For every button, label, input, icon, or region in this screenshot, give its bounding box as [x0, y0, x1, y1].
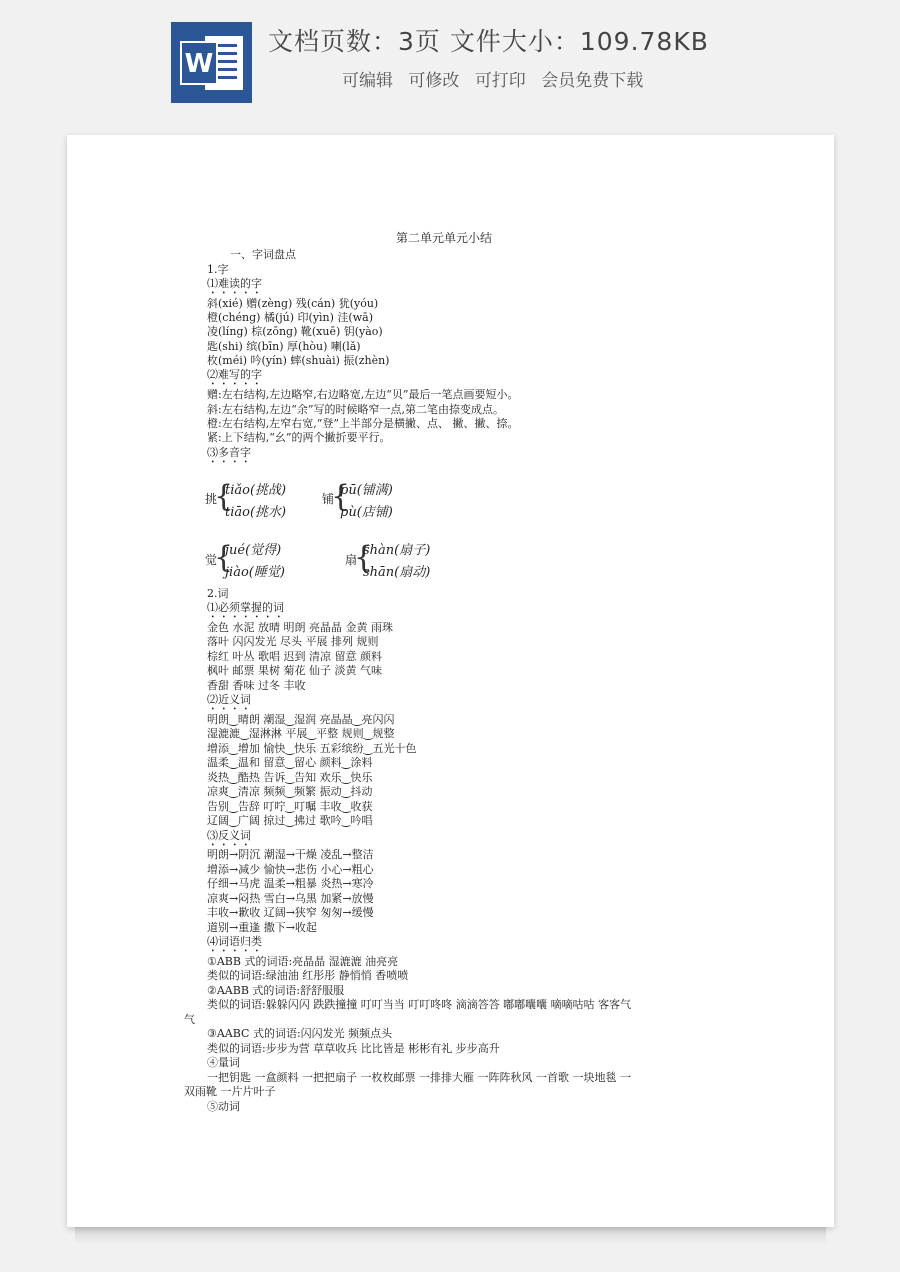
feature-list — [342, 66, 653, 91]
hard-write-line: 紧:上下结构,“幺”的两个撇折要平行。 — [207, 431, 391, 444]
polyphone-reading: pū(铺满) — [340, 483, 393, 498]
synonym-line: 告别‿告辞 叮咛‿叮嘱 丰收‿收获 — [207, 800, 373, 813]
heading-antonyms: ⑶反义词 — [207, 829, 251, 842]
classification-line: 一把钥匙 一盒颜料 一把把扇子 一枚枚邮票 一排排大雁 一阵阵秋风 一首歌 一块地毯 一 — [207, 1071, 631, 1084]
polyphone-reading: pù(店铺) — [340, 505, 393, 520]
hard-write-line: 橙:左右结构,左窄右宽,“登”上半部分是横撇、点、 撇、撇、捺。 — [207, 417, 519, 430]
must-learn-line: 落叶 闪闪发光 尽头 平展 排列 规则 — [207, 635, 379, 648]
synonym-line: 增添‿增加 愉快‿快乐 五彩缤纷‿五光十色 — [207, 742, 417, 755]
feature-modifiable: 可修改 — [408, 71, 460, 91]
heading-word-classification: ⑷词语归类 — [207, 935, 262, 948]
polyphone-char: 觉 — [205, 553, 218, 567]
classification-line: ④量词 — [207, 1056, 240, 1069]
classification-line: ③AABC 式的词语:闪闪发光 频频点头 — [207, 1027, 393, 1040]
polyphone-reading: jiào(睡觉) — [225, 565, 285, 580]
hard-read-line: 凌(líng) 棕(zōng) 靴(xuē) 钥(yào) — [207, 325, 383, 338]
document-page — [67, 135, 834, 1227]
hard-read-line: 橙(chéng) 橘(jú) 印(yìn) 洼(wā) — [207, 311, 373, 324]
heading-polyphones: ⑶多音字 — [207, 446, 251, 459]
classification-line: 双雨靴 一片片叶子 — [184, 1085, 276, 1098]
hard-write-line: 斜:左右结构,左边“余”写的时候略窄一点,第二笔由捺变成点。 — [207, 403, 504, 416]
must-learn-line: 枫叶 邮票 果树 菊花 仙子 淡黄 气味 — [207, 664, 382, 677]
synonym-line: 明朗‿晴朗 潮湿‿湿润 亮晶晶‿亮闪闪 — [207, 713, 395, 726]
synonym-line: 温柔‿温和 留意‿留心 颜料‿涂料 — [207, 756, 373, 769]
feature-member-download: 会员免费下载 — [541, 71, 644, 91]
svg-text:W: W — [184, 49, 214, 79]
synonym-line: 辽阔‿广阔 掠过‿拂过 歌吟‿吟唱 — [207, 814, 373, 827]
must-learn-line: 金色 水泥 放晴 明朗 亮晶晶 金黄 雨珠 — [207, 621, 393, 634]
polyphone-reading: jué(觉得) — [225, 543, 282, 558]
brace-icon: { — [354, 540, 374, 575]
must-learn-line: 香甜 香味 过冬 丰收 — [207, 679, 306, 692]
antonym-line: 明朗→阴沉 潮湿→干燥 凌乱→整洁 — [207, 848, 374, 861]
polyphone-reading: tiāo(挑水) — [225, 505, 287, 520]
hard-read-line: 斜(xié) 赠(zèng) 残(cán) 犹(yóu) — [207, 297, 379, 310]
classification-line: 类似的词语:躲躲闪闪 跌跌撞撞 叮叮当当 叮叮咚咚 滴滴答答 嘟嘟囔囔 嘀嘀咕咕 客客气 — [207, 998, 632, 1011]
brace-icon: { — [214, 479, 234, 514]
polyphone-reading: shān(扇动) — [363, 565, 431, 580]
polyphone-reading: shàn(扇子) — [363, 543, 431, 558]
polyphone-char: 扇 — [345, 553, 358, 567]
subsection-characters: 1.字 — [207, 263, 229, 276]
antonym-line: 凉爽→闷热 雪白→乌黑 加紧→放慢 — [207, 892, 374, 905]
document-info-banner — [0, 0, 900, 125]
antonym-line: 仔细→马虎 温柔→粗暴 炎热→寒冷 — [207, 877, 374, 890]
classification-line: 类似的词语:绿油油 红彤彤 静悄悄 香喷喷 — [207, 969, 409, 982]
word-document-icon — [171, 22, 252, 103]
synonym-line: 凉爽‿清凉 频频‿频繁 振动‿抖动 — [207, 785, 373, 798]
feature-printable: 可打印 — [474, 71, 526, 91]
hard-write-line: 赠:左右结构,左边略窄,右边略宽,左边“贝”最后一笔点画要短小。 — [207, 388, 519, 401]
brace-icon: { — [331, 479, 351, 514]
polyphone-char: 挑 — [205, 492, 218, 506]
heading-must-learn: ⑴必须掌握的词 — [207, 601, 284, 614]
must-learn-line: 棕红 叶丛 歌唱 迟到 清凉 留意 颜料 — [207, 650, 382, 663]
synonym-line: 炎热‿酷热 告诉‿告知 欢乐‿快乐 — [207, 771, 373, 784]
classification-line: ②AABB 式的词语:舒舒服服 — [207, 984, 345, 997]
polyphone-reading: tiǎo(挑战) — [225, 483, 287, 498]
document-info-title: 文档页数：3页 文件大小：109.78KB — [268, 27, 709, 56]
heading-hard-to-write: ⑵难写的字 — [207, 368, 262, 381]
subsection-words: 2.词 — [207, 587, 229, 600]
antonym-line: 丰收→歉收 辽阔→狭窄 匆匆→缓慢 — [207, 906, 374, 919]
heading-synonyms: ⑵近义词 — [207, 693, 251, 706]
classification-line: ⑤动词 — [207, 1100, 240, 1113]
antonym-line: 道别→重逢 撒下→收起 — [207, 921, 317, 934]
synonym-line: 湿漉漉‿湿淋淋 平展‿平整 规则‿规整 — [207, 727, 395, 740]
classification-line: 类似的词语:步步为营 草草收兵 比比皆是 彬彬有礼 步步高升 — [207, 1042, 500, 1055]
doc-title: 第二单元单元小结 — [396, 231, 493, 245]
hard-read-line: 枚(méi) 吟(yín) 蟀(shuài) 振(zhèn) — [207, 354, 390, 367]
polyphone-char: 铺 — [322, 492, 335, 506]
page-shadow — [75, 1227, 826, 1243]
classification-line: ①ABB 式的词语:亮晶晶 湿漉漉 油亮亮 — [207, 955, 399, 968]
brace-icon: { — [214, 540, 234, 575]
feature-editable: 可编辑 — [342, 71, 393, 91]
heading-hard-to-read: ⑴难读的字 — [207, 277, 262, 290]
antonym-line: 增添→减少 愉快→悲伤 小心→粗心 — [207, 863, 374, 876]
hard-read-line: 匙(shi) 缤(bīn) 厚(hòu) 喇(lǎ) — [207, 340, 361, 353]
classification-line: 气 — [184, 1013, 195, 1026]
section-heading: 一、字词盘点 — [230, 248, 296, 261]
